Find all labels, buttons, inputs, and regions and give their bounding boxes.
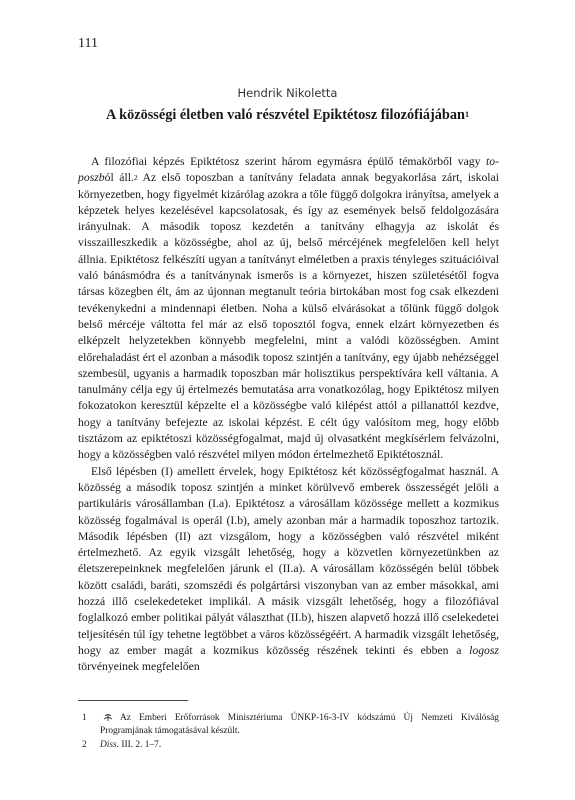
toposz-term: to-poszb <box>78 155 499 185</box>
footnote-2 <box>78 739 499 752</box>
program-logo-icon <box>100 713 116 722</box>
footnote-2-work-title: Diss. <box>100 740 120 750</box>
author-name: Hendrik Nikoletta <box>237 86 338 100</box>
article-body <box>78 154 499 676</box>
footnote-divider <box>78 700 188 701</box>
paragraph-1 <box>78 154 499 464</box>
footnote-1-content: Az Emberi Erőforrások Minisztériuma ÚNKP-16-3-IV kódszámú Új Nemzeti Kiválóság Programjának támogatásával készült. <box>100 713 499 736</box>
footnote-marker-2[interactable]: 2 <box>133 173 138 183</box>
footnote-1 <box>78 712 499 737</box>
article-title <box>0 107 575 124</box>
logosz-term: logosz <box>469 643 499 657</box>
footnotes <box>78 712 499 754</box>
footnote-number: 2 <box>82 740 87 750</box>
paragraph-1-text-a: A filozófiai képzés Epiktétosz szerint három egymásra épülő témakörből vagy <box>91 155 487 168</box>
footnote-number: 1 <box>82 713 87 723</box>
paragraph-2-text-a: Első lépésben (I) amellett érvelek, hogy Epiktétosz két közösségfogalmat használ. A közösség a második toposz szintjén a minket körülvevő emberek összességét jelöli a partikuláris városállamban (I.a). Epiktétosz a városállam közössége mellett a kozmikus közösség fogalmával is operál (I.b), amely azonban már a harmadik toposzhoz tartozik. Második lépésben (II) azt vizsgálom, hogy a közösségben való részvétel miként értelmezhető. Az egyik vizsgált lehetőség, hogy a közvetlen környezetünkben az életszerepeinknek megfelelően járunk el (II.a). A városállam közösségén belül többek között családi, baráti, szomszédi és polgártársi viszonyban van az ember másokkal, ami hozzá illő cselekedeteket implikál. A másik vizsgált lehetőség, hogy a filozófiával foglalkozó ember politikai pályát választhat (II.b), hiszen alapvető hozzá illő cselekedetei teljesítésén túl így tehetne legtöbbet a város közösségéért. A harmadik vizsgált lehetőség, hogy az ember magát a kozmikus közösség részének tekinti és ebben a <box>78 464 499 657</box>
paragraph-1-text-b: ól áll. <box>104 171 134 185</box>
footnote-text <box>100 712 499 737</box>
page-number: 111 <box>78 36 98 51</box>
paragraph-2-text-b: törvényeinek megfelelően <box>78 660 200 674</box>
footnote-2-content: III. 2. 1–7. <box>119 740 162 750</box>
title-text: A közösségi életben való részvétel Epiktétosz filozófiájában <box>106 107 465 123</box>
footnote-text <box>100 739 499 752</box>
paragraph-2 <box>78 464 499 676</box>
title-footnote-marker[interactable]: 1 <box>464 110 469 119</box>
paragraph-1-text-c: Az első toposzban a tanítvány feladata annak begyakorlása zárt, iskolai környezetben, hogy figyelmét kizárólag azokra a tőle függő dolgokra irányítsa, amelyek a képzetek helyes kezelésével kapcsolatosak, és így az események belső feldolgozására irányulnak. A második toposz kezdetén a tanítvány elhagyja az iskolát és visszailleszkedik a közösségbe, ahol az új, belső mércéjének megfelelően kell helyt állnia. Epiktétosz felkészíti ugyan a tanítványt elméletben a praxis tényleges szituációival való bánásmódra és a tanítványnak ismerős is a környezet, hiszen születésétől fogva társas közegben élt, ám az újonnan megtanult teória birtokában most fog csak elkezdeni tevékenykedni a mindennapi életben. Noha a külső elvárásokat a tőlünk függő dolgok belső mércéje váltotta fel már az első toposztól fogva, ennek elzárt környezetben és elképzelt helyzetekben könnyebb megfelelni, mint a valódi közösségben. Amint előrehaladást ért el azonban a második toposz szintjén a tanítvány, egy újabb nehézséggel szembesül, ugyanis a harmadik toposzban már holisztikus perspektívára kell váltania. A tanulmány célja egy új értelmezés bemutatása arra vonatkozólag, hogy Epiktétosz milyen fokozatokon keresztül képzelte el a közösségbe való kilépést attól a pillanattól kezdve, hogy a tanítvány befejezte az iskolai képzést. E célt úgy valósítom meg, hogy előbb tisztázom az epiktétoszi közösségfogalmat, majd új olvasatként megkísérlem felvázolni, hogy a közösségben való részvétel milyen módon értelmezhető Epiktétosznál. <box>78 171 499 462</box>
